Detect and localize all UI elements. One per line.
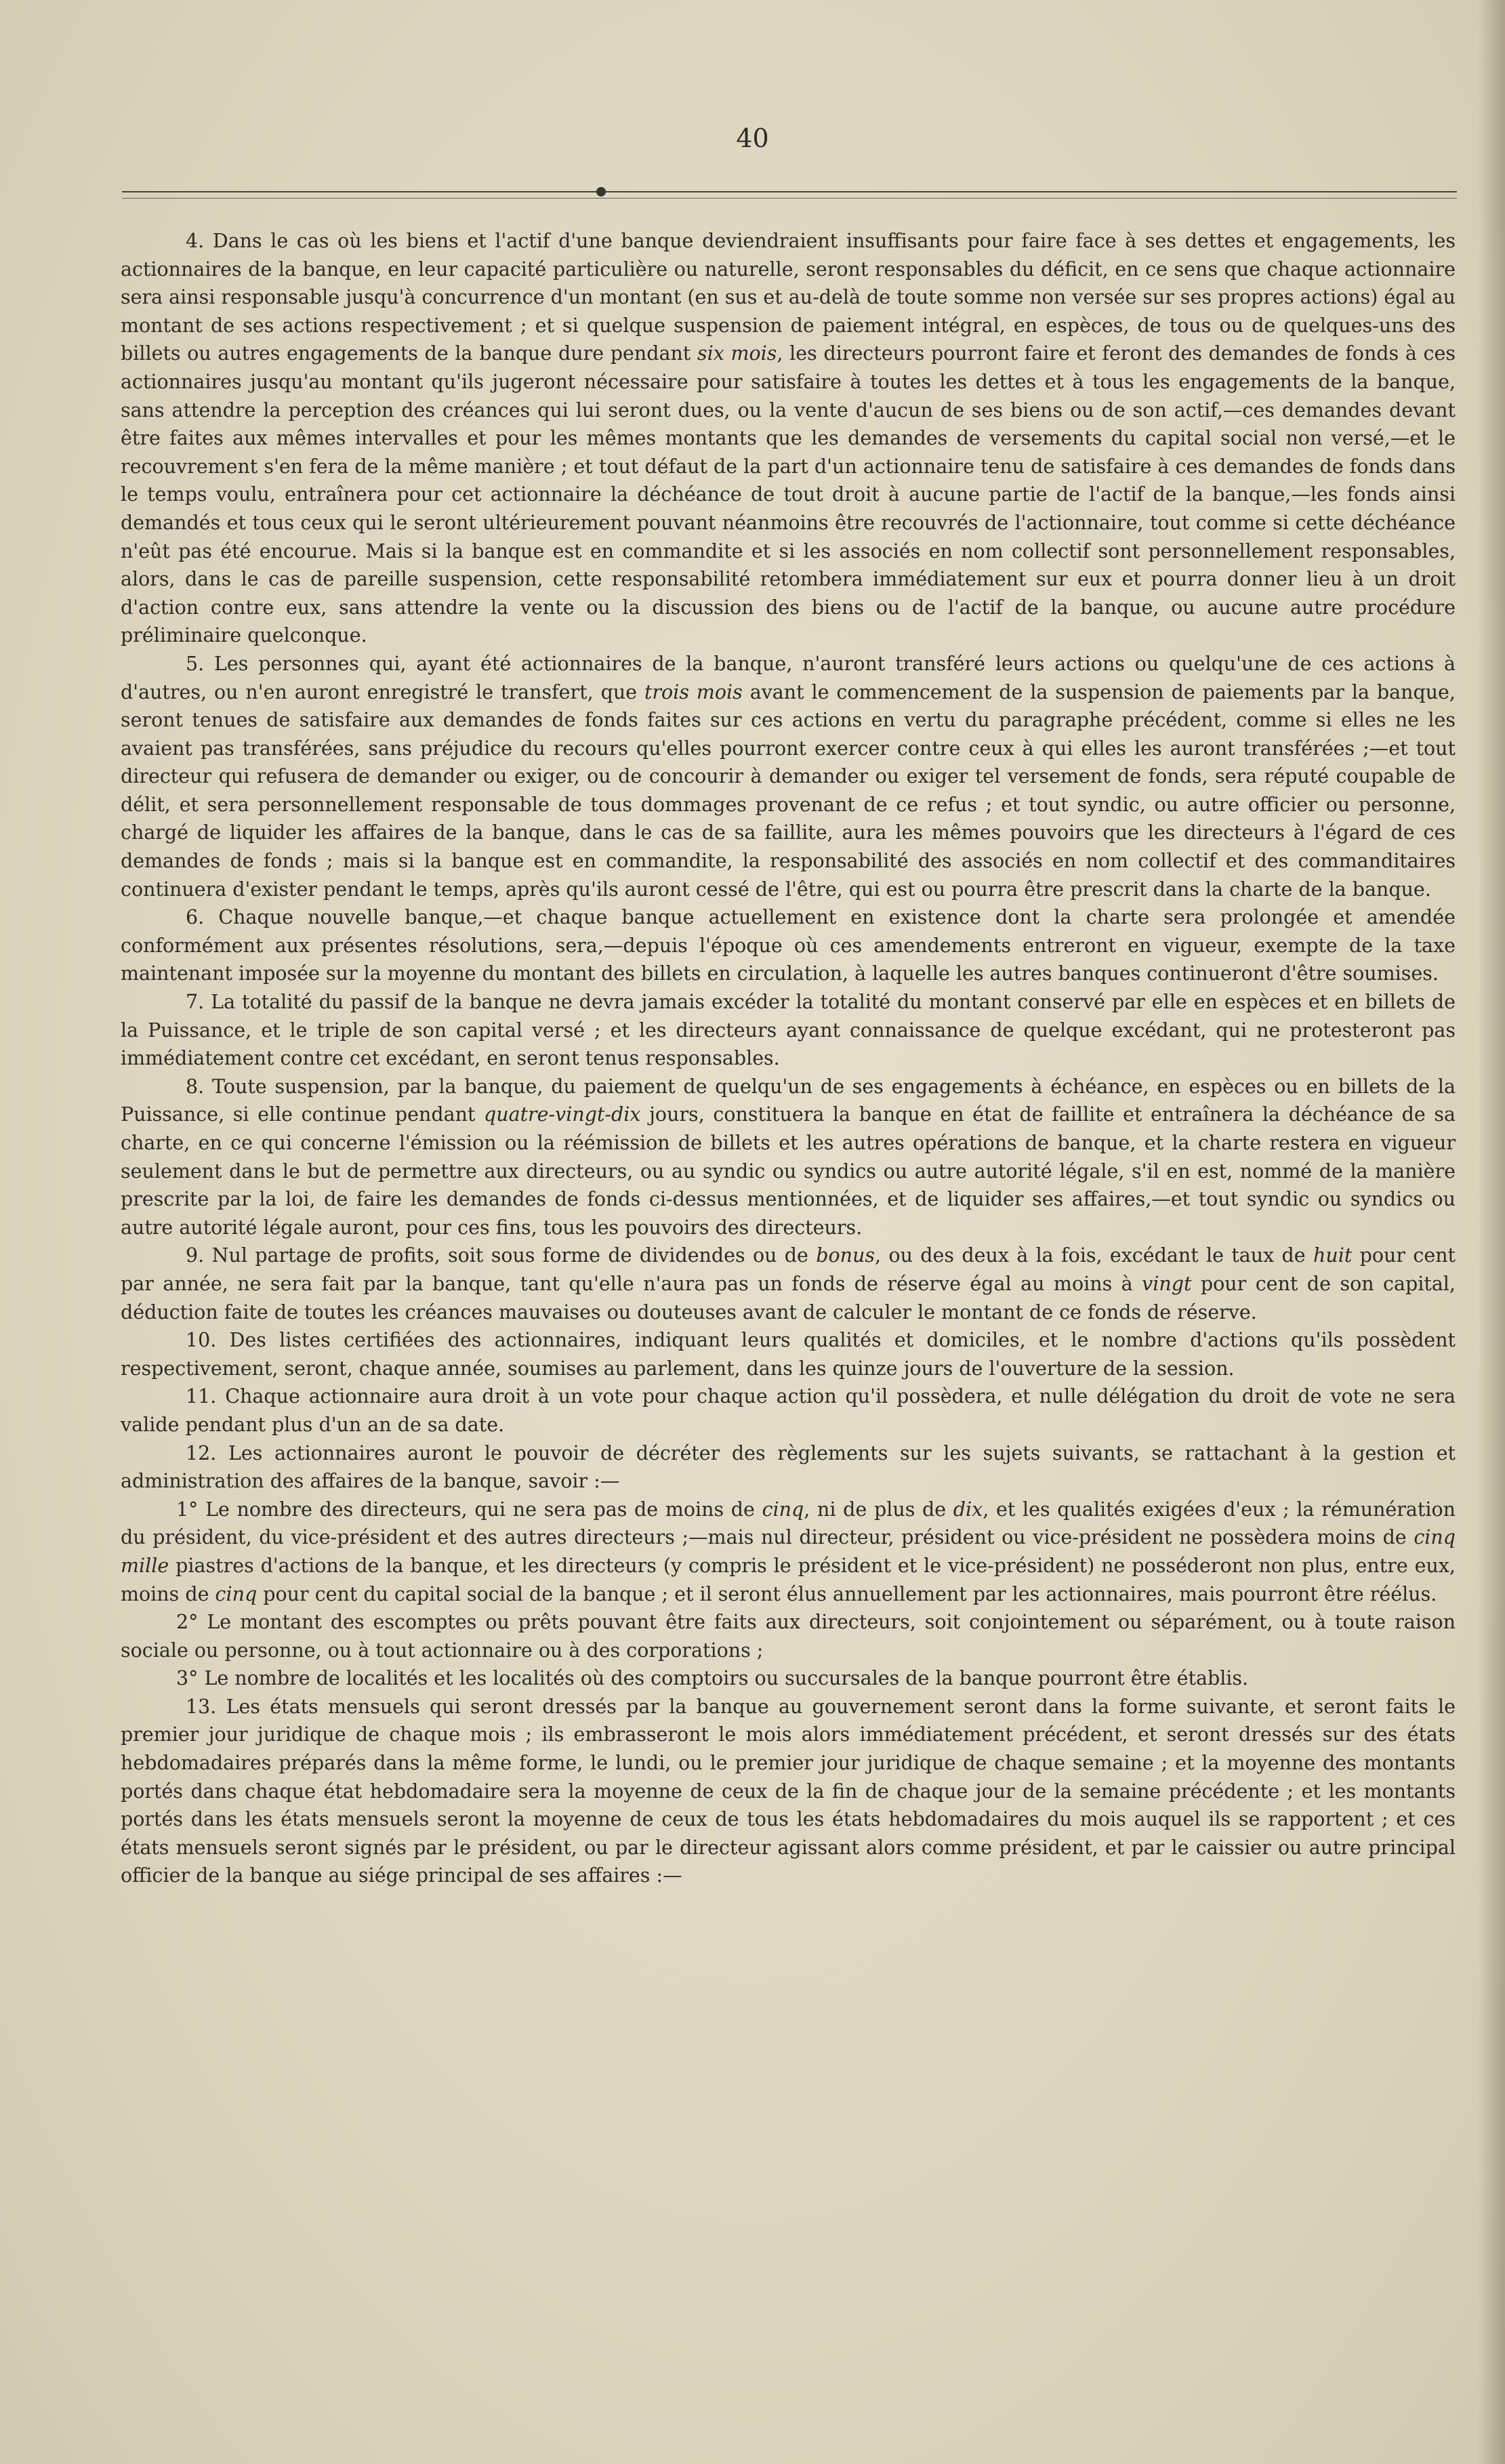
text-run: pour cent par année, ne sera fait par la banque, tant qu'elle n'aura pas un fonds de réserve égal au moins à — [121, 1244, 1456, 1295]
page-number: 40 — [736, 123, 769, 153]
text-run: 2° Le montant des escomptes ou prêts pouvant être faits aux directeurs, soit conjointement ou séparément, ou à toute raison sociale ou personne, ou à tout actionnaire ou à des corporations ; — [121, 1611, 1456, 1662]
text-run: avant le commencement de la suspension de paiements par la banque, seront tenues de satisfaire aux demandes de fonds faites sur ces actions en vertu du paragraphe précédent, comme si elles ne les avaient pas transférées, sans préjudice du recours qu'elles pourront exercer contre ceux à qui elles les auront transférées ;—et tout directeur qui refusera de demander ou exiger, ou de concourir à demander ou exiger tel versement de fonds, sera réputé coupable de délit, et sera personnellement responsable de tous dommages provenant de ce refus ; et tout syndic, ou autre officier ou personne, chargé de liquider les affaires de la banque, dans le cas de sa faillite, aura les mêmes pouvoirs que les directeurs à l'égard de ces demandes de fonds ; mais si la banque est en commandite, la responsabilité des associés en nom collectif et des commanditaires continuera d'exister pendant le temps, après qu'ils auront cessé de l'être, qui est ou pourra être prescrit dans la charte de la banque. — [121, 680, 1456, 901]
text-run: pour cent du capital social de la banque ; et il seront élus annuellement par les actionnaires, mais pourront être réélus. — [257, 1582, 1437, 1605]
paragraph-p4 — [121, 227, 1456, 650]
text-run: piastres d'actions de la banque, et les directeurs (y compris le président et le vice-président) ne posséderont non plus, entre eux, moins de — [121, 1554, 1456, 1605]
paragraph-p7 — [121, 988, 1456, 1073]
paragraph-p12 — [121, 1439, 1456, 1496]
italic-text: cinq — [215, 1582, 257, 1605]
text-run: 6. Chaque nouvelle banque,—et chaque banque actuellement en existence dont la charte sera prolongée et amendée conformément aux présentes résolutions, sera,—depuis l'époque où ces amendements entreront en vigueur, exempte de la taxe maintenant imposée sur la moyenne du montant des billets en circulation, à laquelle les autres banques continueront d'être soumises. — [121, 906, 1456, 985]
text-run: 1° Le nombre des directeurs, qui ne sera pas de moins de — [176, 1498, 762, 1521]
italic-text: dix — [953, 1498, 983, 1521]
text-run: 9. Nul partage de profits, soit sous forme de dividendes ou de — [186, 1244, 817, 1267]
text-run: 12. Les actionnaires auront le pouvoir de décréter des règlements sur les sujets suivants, se rattachant à la gestion et administration des affaires de la banque, savoir :— — [121, 1441, 1456, 1493]
paragraph-p6 — [121, 903, 1456, 988]
paragraph-p10 — [121, 1326, 1456, 1382]
text-run: pour cent de son capital, déduction faite de toutes les créances mauvaises ou douteuses avant de calculer le montant de ce fonds de réserve. — [121, 1272, 1456, 1323]
paragraph-p12-2 — [121, 1608, 1456, 1664]
italic-text: bonus — [816, 1244, 875, 1267]
italic-text: vingt — [1142, 1272, 1192, 1295]
page-edge-shadow — [1478, 0, 1505, 2464]
text-run: 3° Le nombre de localités et les localités où des comptoirs ou succursales de la banque pourront être établis. — [176, 1667, 1249, 1690]
italic-text: quatre-vingt-dix — [483, 1103, 641, 1126]
text-run: 8. Toute suspension, par la banque, du paiement de quelqu'un de ses engagements à échéance, en espèces ou en billets de la Puissance, si elle continue pendant — [121, 1075, 1456, 1126]
paragraph-p8 — [121, 1073, 1456, 1242]
italic-text: trois mois — [644, 680, 743, 703]
text-run: 10. Des listes certifiées des actionnaires, indiquant leurs qualités et domiciles, et le nombre d'actions qu'ils possèdent respectivement, seront, chaque année, soumises au parlement, dans les quinze jours de l'ouverture de la session. — [121, 1329, 1456, 1380]
paragraph-p11 — [121, 1382, 1456, 1439]
header-rule-thin — [122, 198, 1457, 199]
italic-text: six mois — [697, 342, 777, 365]
text-run: 7. La totalité du passif de la banque ne devra jamais excéder la totalité du montant conservé par elle en espèces et en billets de la Puissance, et le triple de son capital versé ; et les directeurs ayant connaissance de quelque excédant, qui ne protesteront pas immédiatement contre cet excédant, en seront tenus responsables. — [121, 991, 1456, 1070]
paragraph-p13 — [121, 1693, 1456, 1890]
text-run: 13. Les états mensuels qui seront dressés par la banque au gouvernement seront dans la forme suivante, et seront faits le premier jour juridique de chaque mois ; ils embrasseront le mois alors immédiatement précédent, et seront dressés sur des états hebdomadaires préparés dans la même forme, le lundi, ou le premier jour juridique de chaque semaine ; et la moyenne des montants portés dans chaque état hebdomadaire sera la moyenne de ceux de la fin de chaque jour de la semaine précédente ; et les montants portés dans les états mensuels seront la moyenne de ceux de tous les états hebdomadaires du mois auquel ils se rapportent ; et ces états mensuels seront signés par le président, ou par le directeur agissant alors comme président, et par le caissier ou autre principal officier de la banque au siége principal de ses affaires :— — [121, 1695, 1456, 1887]
header-rule — [122, 191, 1457, 192]
text-run: , les directeurs pourront faire et feront des demandes de fonds à ces actionnaires jusqu'au montant qu'ils jugeront nécessaire pour satisfaire à toutes les dettes et à tous les engagements de la banque, sans attendre la perception des créances qui lui seront dues, ou la vente d'aucun de ses biens ou de son actif,—ces demandes devant être faites aux mêmes intervalles et pour les mêmes montants que les demandes de versements du capital social non versé,—et le recouvrement s'en fera de la même manière ; et tout défaut de la part d'un actionnaire tenu de satisfaire à ces demandes de fonds dans le temps voulu, entraînera pour cet actionnaire la déchéance de tout droit à aucune partie de l'actif de la banque,—les fonds ainsi demandés et tous ceux qui le seront ultérieurement pouvant néanmoins être recouvrés de l'actionnaire, tout comme si cette déchéance n'eût pas été encourue. Mais si la banque est en commandite et si les associés en nom collectif sont personnellement responsables, alors, dans le cas de pareille suspension, cette responsabilité retombera immédiatement sur eux et pourra donner lieu à un droit d'action contre eux, sans attendre la vente ou la discussion des biens ou de l'actif de la banque, ou aucune autre procédure préliminaire quelconque. — [121, 342, 1456, 647]
text-run: , ou des deux à la fois, excédant le taux de — [875, 1244, 1314, 1267]
paragraph-p12-3 — [121, 1664, 1456, 1693]
text-run: 4. Dans le cas où les biens et l'actif d'une banque deviendraient insuffisants pour faire face à ses dettes et engagements, les actionnaires de la banque, en leur capacité particulière ou naturelle, seront responsables du déficit, en ce sens que chaque actionnaire sera ainsi responsable jusqu'à concurrence d'un montant (en sus et au-delà de toute somme non versée sur ses propres actions) égal au montant de ses actions respectivement ; et si quelque suspension de paiement intégral, en espèces, de tous ou de quelques-uns des billets ou autres engagements de la banque dure pendant — [121, 230, 1456, 365]
text-run: 11. Chaque actionnaire aura droit à un vote pour chaque action qu'il possèdera, et nulle délégation du droit de vote ne sera valide pendant plus d'un an de sa date. — [121, 1385, 1456, 1436]
paragraph-p12-1 — [121, 1496, 1456, 1608]
text-run: , et les qualités exigées d'eux ; la rémunération du président, du vice-président et des autres directeurs ;—mais nul directeur, président ou vice-président ne possèdera moins de — [121, 1498, 1456, 1549]
paragraph-p5 — [121, 650, 1456, 903]
text-run: 5. Les personnes qui, ayant été actionnaires de la banque, n'auront transféré leurs actions ou quelqu'une de ces actions à d'autres, ou n'en auront enregistré le transfert, que — [121, 652, 1456, 703]
italic-text: huit — [1313, 1244, 1353, 1267]
italic-text: cinq mille — [121, 1526, 1456, 1577]
text-run: , ni de plus de — [804, 1498, 953, 1521]
rule-ornament — [596, 187, 606, 197]
italic-text: cinq — [762, 1498, 804, 1521]
text-run: jours, constituera la banque en état de faillite et entraînera la déchéance de sa charte, en ce qui concerne l'émission ou la réémission de billets et les autres opérations de banque, et la charte restera en vigueur seulement dans le but de permettre aux directeurs, ou au syndic ou syndics ou autre autorité légale, s'il en est, nommé de la manière prescrite par la loi, de faire les demandes de fonds ci-dessus mentionnées, et de liquider ses affaires,—et tout syndic ou syndics ou autre autorité légale auront, pour ces fins, tous les pouvoirs des directeurs. — [121, 1103, 1456, 1239]
body-text — [121, 227, 1456, 1890]
paragraph-p9 — [121, 1241, 1456, 1326]
